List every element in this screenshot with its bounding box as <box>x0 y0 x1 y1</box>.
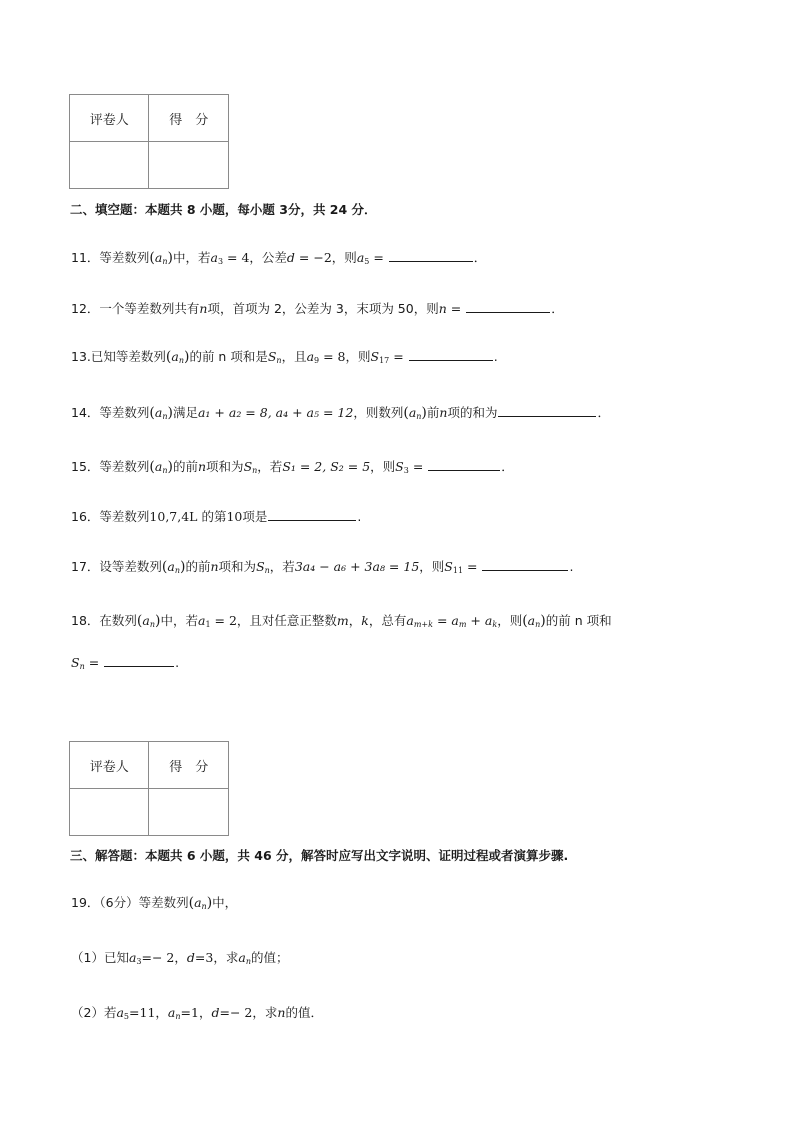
answer-blank-16[interactable] <box>268 507 356 521</box>
question-14: 14．等差数列$(a_n)$满足a₁ + a₂ = 8, a₄ + a₅ = 12，则数列$(a_n)$前n项的和为 ． <box>71 405 610 421</box>
question-16: 16．等差数列10,7,4L 的第10项是 . <box>71 509 362 524</box>
question-17: 17．设等差数列$(a_n)$的前n项和为$S_n$，若3a₄ − a₆ + 3a₈ = 15，则$S_{11}$ = . <box>71 559 574 575</box>
score-cell[interactable] <box>149 142 229 189</box>
answer-blank-11[interactable] <box>389 248 473 262</box>
question-19: 19．（6分）等差数列$(a_n)$中， <box>71 895 238 911</box>
grader-cell[interactable] <box>70 789 149 836</box>
question-19-part-2: （2）若$a_5=11$，$a_n=1$，d=− 2，求n的值． <box>71 1005 323 1021</box>
score-table-1 <box>69 94 229 189</box>
section-2-title: 二、填空题：本题共 8 小题，每小题 3分，共 24 分． <box>70 202 377 217</box>
score-label: 得 分 <box>149 742 229 789</box>
score-label: 得 分 <box>149 95 229 142</box>
answer-blank-13[interactable] <box>409 347 493 361</box>
score-table-2 <box>69 741 229 836</box>
answer-blank-14[interactable] <box>498 403 596 417</box>
question-12: 12．一个等差数列共有n项，首项为 2，公差为 3，末项为 50，则n = ． <box>71 301 564 316</box>
grader-label: 评卷人 <box>70 95 149 142</box>
grader-cell[interactable] <box>70 142 149 189</box>
question-19-part-1: （1）已知$a_3=- 2$，d=3，求$a_n$的值； <box>71 950 289 966</box>
score-cell[interactable] <box>149 789 229 836</box>
question-13: 13.已知等差数列$(a_n)$的前 n 项和是$S_n$，且$a_9 = 8$，则$S_{17}$ = . <box>71 349 498 365</box>
question-18-cont: $S_n$ = . <box>71 655 180 671</box>
answer-blank-12[interactable] <box>466 299 550 313</box>
answer-blank-15[interactable] <box>428 457 500 471</box>
answer-blank-18[interactable] <box>104 653 174 667</box>
question-15: 15．等差数列$(a_n)$的前n项和为$S_n$，若S₁ = 2, S₂ = 5，则$S_3$ = ． <box>71 459 514 475</box>
question-11: 11．等差数列$(a_n)$中，若$a_3 = 4$，公差d = −2，则$a_5$ = ． <box>71 250 487 266</box>
section-3-title: 三、解答题：本题共 6 小题，共 46 分，解答时应写出文字说明、证明过程或者演算步骤. <box>70 848 569 863</box>
question-18: 18．在数列$(a_n)$中，若$a_1 = 2$，且对任意正整数m，k，总有$a_{m+k} = a_m + a_k$，则$(a_n)$的前 n 项和 <box>71 613 612 629</box>
grader-label: 评卷人 <box>70 742 149 789</box>
answer-blank-17[interactable] <box>482 557 568 571</box>
